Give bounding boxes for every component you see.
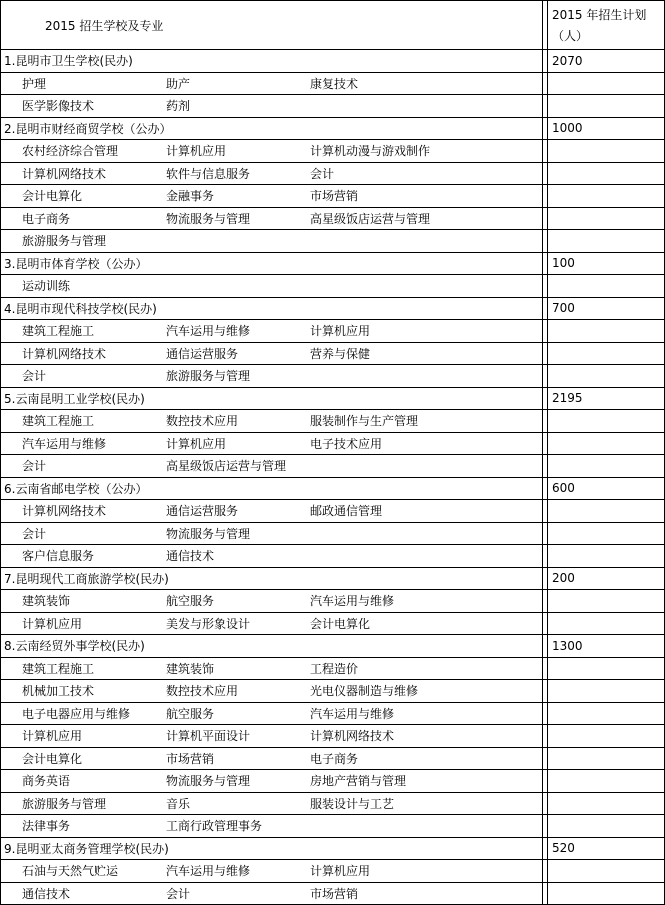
plan-empty-cell: [548, 207, 665, 230]
majors-cell: [1, 72, 543, 95]
major-name: 计算机应用: [22, 616, 83, 631]
majors-cell: [1, 207, 543, 230]
majors-row: [1, 410, 665, 433]
plan-empty-cell: [548, 590, 665, 613]
major-name: 旅游服务与管理: [166, 369, 251, 384]
major-name: 建筑装饰: [166, 661, 215, 676]
major-name: 法律事务: [22, 819, 71, 834]
majors-row: [1, 162, 665, 185]
major-name: 康复技术: [310, 76, 359, 91]
majors-row: [1, 455, 665, 478]
majors-row: [1, 230, 665, 253]
major-name: 建筑工程施工: [22, 661, 95, 676]
majors-row: [1, 680, 665, 703]
major-name: 物流服务与管理: [166, 211, 251, 226]
major-name: [310, 367, 454, 384]
majors-row: [1, 860, 665, 883]
major-name: 建筑装饰: [22, 594, 71, 609]
majors-row: [1, 95, 665, 118]
major-name: 营养与保健: [310, 346, 371, 361]
school-row: [1, 635, 665, 658]
major-name: 石油与天然气贮运: [22, 864, 119, 879]
majors-cell: [1, 815, 543, 838]
majors-row: [1, 590, 665, 613]
major-name: 航空服务: [166, 706, 215, 721]
majors-row: [1, 657, 665, 680]
school-row: [1, 297, 665, 320]
major-name: 建筑工程施工: [22, 324, 95, 339]
school-row: [1, 477, 665, 500]
enrollment-plan-value: 100: [548, 252, 665, 275]
major-name: 助产: [166, 76, 191, 91]
major-name: 会计: [166, 886, 191, 901]
school-row: [1, 567, 665, 590]
major-name: 金融事务: [166, 189, 215, 204]
majors-cell: [1, 702, 543, 725]
major-name: 音乐: [166, 796, 191, 811]
major-name: 计算机应用: [166, 436, 227, 451]
header-enrollment-plan: 2015 年招生计划（人）: [548, 1, 665, 50]
major-name: 电子商务: [22, 211, 71, 226]
major-name: 商务英语: [22, 774, 71, 789]
plan-empty-cell: [548, 432, 665, 455]
major-name: 会计: [22, 459, 47, 474]
major-name: 物流服务与管理: [166, 774, 251, 789]
major-name: 数控技术应用: [166, 414, 239, 429]
school-row: [1, 837, 665, 860]
major-name: [310, 457, 454, 474]
plan-empty-cell: [548, 320, 665, 343]
major-name: 汽车运用与维修: [22, 436, 107, 451]
major-name: 邮政通信管理: [310, 504, 383, 519]
school-name: 6.云南省邮电学校（公办）: [1, 477, 543, 500]
majors-cell: [1, 680, 543, 703]
plan-empty-cell: [548, 500, 665, 523]
major-name: 物流服务与管理: [166, 526, 251, 541]
major-name: 会计: [22, 526, 47, 541]
major-name: 计算机应用: [22, 729, 83, 744]
majors-row: [1, 207, 665, 230]
enrollment-plan-value: 600: [548, 477, 665, 500]
majors-cell: [1, 860, 543, 883]
plan-empty-cell: [548, 545, 665, 568]
major-name: 计算机网络技术: [22, 504, 107, 519]
major-name: 通信运营服务: [166, 504, 239, 519]
majors-row: [1, 545, 665, 568]
plan-empty-cell: [548, 522, 665, 545]
major-name: [166, 232, 310, 249]
majors-cell: [1, 185, 543, 208]
major-name: 计算机应用: [310, 324, 371, 339]
plan-empty-cell: [548, 882, 665, 905]
majors-cell: [1, 140, 543, 163]
major-name: [310, 817, 454, 834]
majors-cell: [1, 882, 543, 905]
majors-cell: [1, 432, 543, 455]
majors-row: [1, 882, 665, 905]
major-name: 工程造价: [310, 661, 359, 676]
school-name: 3.昆明市体育学校（公办）: [1, 252, 543, 275]
major-name: 数控技术应用: [166, 684, 239, 699]
school-name: 9.昆明亚太商务管理学校(民办): [1, 837, 543, 860]
plan-empty-cell: [548, 815, 665, 838]
major-name: 计算机网络技术: [22, 166, 107, 181]
enrollment-plan-value: 200: [548, 567, 665, 590]
enrollment-plan-value: 2195: [548, 387, 665, 410]
majors-cell: [1, 657, 543, 680]
major-name: 电子商务: [310, 751, 359, 766]
majors-cell: [1, 365, 543, 388]
enrollment-plan-value: 2070: [548, 50, 665, 73]
majors-cell: [1, 612, 543, 635]
majors-row: [1, 522, 665, 545]
major-name: 农村经济综合管理: [22, 144, 119, 159]
major-name: 通信技术: [166, 549, 215, 564]
plan-empty-cell: [548, 365, 665, 388]
school-name: 8.云南经贸外事学校(民办): [1, 635, 543, 658]
major-name: 高星级饭店运营与管理: [166, 459, 287, 474]
major-name: 汽车运用与维修: [166, 324, 251, 339]
plan-empty-cell: [548, 747, 665, 770]
major-name: 房地产营销与管理: [310, 774, 407, 789]
major-name: 旅游服务与管理: [22, 234, 107, 249]
plan-empty-cell: [548, 185, 665, 208]
majors-row: [1, 792, 665, 815]
school-row: [1, 50, 665, 73]
majors-cell: [1, 410, 543, 433]
enrollment-plan-value: 1300: [548, 635, 665, 658]
majors-row: [1, 815, 665, 838]
majors-row: [1, 747, 665, 770]
plan-empty-cell: [548, 860, 665, 883]
major-name: [310, 97, 454, 114]
majors-cell: [1, 590, 543, 613]
school-name: 1.昆明市卫生学校(民办): [1, 50, 543, 73]
major-name: 计算机动漫与游戏制作: [310, 144, 431, 159]
majors-row: [1, 185, 665, 208]
plan-empty-cell: [548, 275, 665, 298]
plan-empty-cell: [548, 770, 665, 793]
major-name: 医学影像技术: [22, 99, 95, 114]
major-name: [310, 232, 454, 249]
majors-row: [1, 342, 665, 365]
plan-empty-cell: [548, 702, 665, 725]
majors-cell: [1, 230, 543, 253]
plan-empty-cell: [548, 680, 665, 703]
major-name: 通信技术: [22, 886, 71, 901]
majors-cell: [1, 275, 543, 298]
enrollment-plan-value: 520: [548, 837, 665, 860]
plan-empty-cell: [548, 410, 665, 433]
major-name: 计算机网络技术: [310, 729, 395, 744]
majors-row: [1, 612, 665, 635]
majors-row: [1, 432, 665, 455]
majors-cell: [1, 792, 543, 815]
majors-row: [1, 275, 665, 298]
major-name: 市场营销: [310, 886, 359, 901]
plan-empty-cell: [548, 72, 665, 95]
majors-cell: [1, 747, 543, 770]
plan-empty-cell: [548, 230, 665, 253]
major-name: 药剂: [166, 99, 191, 114]
school-row: [1, 117, 665, 140]
enrollment-plan-value: 1000: [548, 117, 665, 140]
major-name: 计算机应用: [166, 144, 227, 159]
school-row: [1, 252, 665, 275]
plan-empty-cell: [548, 792, 665, 815]
major-name: 运动训练: [22, 279, 71, 294]
major-name: 机械加工技术: [22, 684, 95, 699]
major-name: [166, 277, 310, 294]
majors-cell: [1, 342, 543, 365]
majors-cell: [1, 770, 543, 793]
major-name: 电子技术应用: [310, 436, 383, 451]
majors-row: [1, 72, 665, 95]
plan-empty-cell: [548, 342, 665, 365]
plan-empty-cell: [548, 657, 665, 680]
majors-cell: [1, 320, 543, 343]
majors-row: [1, 365, 665, 388]
major-name: 计算机平面设计: [166, 729, 251, 744]
major-name: [310, 525, 454, 542]
major-name: 会计电算化: [22, 751, 83, 766]
plan-empty-cell: [548, 140, 665, 163]
majors-row: [1, 725, 665, 748]
major-name: 汽车运用与维修: [166, 864, 251, 879]
plan-empty-cell: [548, 162, 665, 185]
major-name: 服装制作与生产管理: [310, 414, 419, 429]
major-name: 计算机网络技术: [22, 346, 107, 361]
enrollment-plan-value: 700: [548, 297, 665, 320]
major-name: 客户信息服务: [22, 549, 95, 564]
plan-empty-cell: [548, 455, 665, 478]
major-name: 护理: [22, 76, 47, 91]
major-name: 通信运营服务: [166, 346, 239, 361]
major-name: 建筑工程施工: [22, 414, 95, 429]
major-name: 旅游服务与管理: [22, 796, 107, 811]
major-name: 计算机应用: [310, 864, 371, 879]
school-name: 5.云南昆明工业学校(民办): [1, 387, 543, 410]
major-name: 市场营销: [310, 189, 359, 204]
major-name: 汽车运用与维修: [310, 594, 395, 609]
major-name: [310, 277, 454, 294]
majors-cell: [1, 162, 543, 185]
major-name: 高星级饭店运营与管理: [310, 211, 431, 226]
major-name: 工商行政管理事务: [166, 819, 263, 834]
school-name: 4.昆明市现代科技学校(民办): [1, 297, 543, 320]
school-name: 7.昆明现代工商旅游学校(民办): [1, 567, 543, 590]
majors-row: [1, 140, 665, 163]
major-name: [310, 547, 454, 564]
header-schools-majors: 2015 招生学校及专业: [1, 1, 543, 50]
major-name: 市场营销: [166, 751, 215, 766]
majors-cell: [1, 545, 543, 568]
majors-cell: [1, 95, 543, 118]
major-name: 会计电算化: [22, 189, 83, 204]
major-name: 航空服务: [166, 594, 215, 609]
majors-cell: [1, 725, 543, 748]
majors-cell: [1, 455, 543, 478]
school-name: 2.昆明市财经商贸学校（公办）: [1, 117, 543, 140]
majors-row: [1, 500, 665, 523]
plan-empty-cell: [548, 612, 665, 635]
plan-empty-cell: [548, 725, 665, 748]
school-row: [1, 387, 665, 410]
majors-cell: [1, 500, 543, 523]
major-name: 会计: [310, 166, 335, 181]
majors-row: [1, 770, 665, 793]
majors-row: [1, 320, 665, 343]
major-name: 电子电器应用与维修: [22, 706, 131, 721]
major-name: 美发与形象设计: [166, 616, 251, 631]
major-name: 服装设计与工艺: [310, 796, 395, 811]
major-name: 会计: [22, 369, 47, 384]
major-name: 会计电算化: [310, 616, 371, 631]
majors-cell: [1, 522, 543, 545]
plan-empty-cell: [548, 95, 665, 118]
major-name: 光电仪器制造与维修: [310, 684, 419, 699]
major-name: 汽车运用与维修: [310, 706, 395, 721]
major-name: 软件与信息服务: [166, 166, 251, 181]
majors-row: [1, 702, 665, 725]
header-row: [1, 1, 665, 50]
